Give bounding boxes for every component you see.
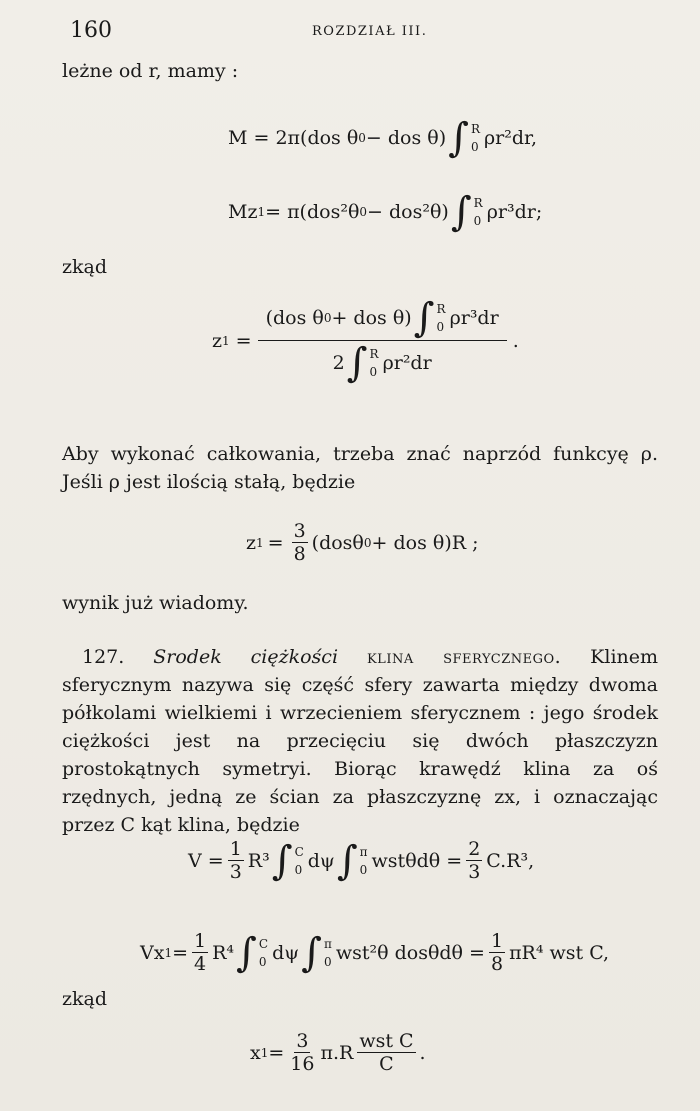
integral-sign: ∫ bbox=[413, 295, 435, 341]
eq3-sub: 1 bbox=[222, 333, 230, 348]
equals-sign: = bbox=[235, 329, 252, 352]
eq7-left: x bbox=[250, 1041, 261, 1064]
denominator: C bbox=[379, 1053, 394, 1075]
running-head: ROZDZIAŁ III. bbox=[312, 24, 428, 39]
eq2-sub: 1 bbox=[257, 205, 266, 219]
eq6-end: πR⁴ wst C, bbox=[509, 941, 610, 964]
text-line-1: leżne od r, mamy : bbox=[62, 60, 239, 82]
page-number: 160 bbox=[70, 18, 112, 43]
eq3-num: (dos θ bbox=[265, 307, 324, 329]
eq3-num2: + dos θ) bbox=[331, 307, 412, 329]
eq1-left: M = 2π(dos θ bbox=[228, 127, 359, 149]
equals-sign: = bbox=[267, 531, 284, 554]
paragraph-1: Aby wykonać całkowania, trzeba znać naprzód funkcyę ρ. Jeśli ρ jest ilością stałą, będzie bbox=[62, 443, 658, 493]
fraction-1-4 bbox=[192, 930, 208, 975]
integral-sign: ∫ bbox=[301, 929, 322, 976]
z1-fraction bbox=[258, 296, 507, 385]
eq4-right2: + dos θ)R ; bbox=[371, 531, 479, 554]
integral-sign: ∫ bbox=[346, 340, 368, 386]
paragraph-127 bbox=[62, 643, 658, 839]
eq4-right-sub: 0 bbox=[363, 535, 372, 550]
z1-numerator bbox=[258, 296, 507, 341]
eq7-end: . bbox=[419, 1041, 426, 1064]
lower-limit: 0 bbox=[258, 954, 267, 969]
text-zkad-2: zkąd bbox=[62, 988, 108, 1010]
eq3-den: 2 bbox=[332, 352, 345, 374]
eq1-integrand: ρr²dr, bbox=[484, 127, 538, 149]
numerator: 1 bbox=[490, 930, 504, 952]
eq4-left: z bbox=[246, 531, 257, 554]
equation-moment-m bbox=[228, 115, 538, 161]
eq6-sub: 1 bbox=[164, 945, 173, 960]
numerator: 3 bbox=[296, 1030, 309, 1052]
eq5-int1: dψ bbox=[307, 849, 335, 872]
fraction-1-8 bbox=[489, 930, 505, 975]
z1-denominator bbox=[325, 341, 440, 385]
eq2-mid: = π(dos²θ bbox=[265, 201, 360, 223]
eq2-left: Mz bbox=[228, 201, 258, 223]
upper-limit: C bbox=[258, 936, 269, 951]
eq4-right: (dosθ bbox=[311, 531, 364, 554]
denominator: 3 bbox=[229, 861, 242, 883]
denominator: 8 bbox=[293, 543, 306, 565]
equation-moment-mz bbox=[228, 189, 543, 235]
integral-limits bbox=[370, 345, 379, 381]
eq7-sub: 1 bbox=[260, 1045, 269, 1060]
upper-limit: R bbox=[436, 302, 446, 316]
section-number: 127. bbox=[82, 646, 125, 668]
period: . bbox=[512, 329, 519, 352]
eq1-sub: 0 bbox=[358, 131, 366, 145]
denominator: 3 bbox=[468, 861, 481, 883]
eq6-left: Vx bbox=[140, 941, 165, 964]
eq3-num-sub: 0 bbox=[323, 311, 332, 325]
upper-limit: C bbox=[294, 844, 304, 859]
integral-sign: ∫ bbox=[271, 837, 293, 884]
lower-limit: 0 bbox=[473, 214, 482, 228]
eq2-integrand: ρr³dr; bbox=[486, 201, 543, 223]
fraction-3-16 bbox=[288, 1030, 316, 1075]
eq1-mid: − dos θ) bbox=[365, 127, 447, 149]
denominator: 8 bbox=[490, 953, 504, 975]
eq5-left: V = bbox=[188, 849, 224, 872]
integral-sign: ∫ bbox=[450, 189, 472, 235]
eq6-int2: wst²θ dosθdθ = bbox=[335, 941, 485, 964]
upper-limit: R bbox=[470, 122, 481, 136]
eq6-eq: = bbox=[172, 941, 188, 964]
numerator: wst C bbox=[359, 1030, 414, 1052]
fraction-wstc-c bbox=[357, 1030, 415, 1075]
eq6-r: R⁴ bbox=[212, 941, 235, 964]
eq5-end: C.R³, bbox=[486, 849, 535, 872]
numerator: 1 bbox=[229, 838, 242, 860]
integral-sign: ∫ bbox=[336, 837, 358, 884]
paragraph-127-text: Klinem sferycznym nazywa się część sfery zawarta między dwoma półkolami wielkiemi i wrzecieniem sferycznem : jego środek ciężkości jest na przecięciu się dwóch płaszczyzn prostokątnych symetryi. Biorąc krawędź klina za oś rzędnych, jedną ze ścian za płaszczyznę zx, i oznaczając przez C kąt klina, będzie bbox=[62, 646, 659, 836]
equation-z1-fraction bbox=[212, 296, 519, 385]
eq4-sub: 1 bbox=[256, 535, 264, 550]
section-title-italic: Srodek ciężkości bbox=[153, 646, 339, 668]
integral-sign: ∫ bbox=[236, 929, 257, 976]
upper-limit: R bbox=[369, 347, 379, 361]
numerator: 1 bbox=[194, 930, 207, 952]
denominator: 16 bbox=[290, 1053, 315, 1075]
eq2-sub2: 0 bbox=[359, 205, 368, 219]
upper-limit: π bbox=[359, 844, 368, 859]
eq3-left: z bbox=[212, 329, 223, 352]
denominator: 4 bbox=[194, 953, 207, 975]
eq7-eq: = bbox=[268, 1041, 285, 1064]
lower-limit: 0 bbox=[323, 954, 332, 969]
eq5-int2: wstθdθ = bbox=[371, 849, 463, 872]
upper-limit: R bbox=[473, 196, 483, 210]
numerator: 3 bbox=[293, 520, 306, 542]
page-header bbox=[70, 18, 660, 48]
eq6-int1: dψ bbox=[272, 941, 300, 964]
lower-limit: 0 bbox=[470, 140, 479, 154]
text-wynik: wynik już wiadomy. bbox=[62, 592, 249, 614]
lower-limit: 0 bbox=[436, 320, 445, 334]
lower-limit: 0 bbox=[369, 365, 378, 379]
upper-limit: π bbox=[323, 936, 332, 951]
integral-limits bbox=[437, 300, 446, 336]
equation-vx1 bbox=[140, 930, 609, 975]
fraction-3-8 bbox=[292, 520, 308, 565]
integral-limits bbox=[295, 843, 304, 879]
equation-x1 bbox=[250, 1030, 426, 1075]
lower-limit: 0 bbox=[359, 862, 368, 877]
section-title-smallcaps: klina sferycznego. bbox=[366, 646, 562, 668]
equation-z1-result bbox=[246, 520, 478, 565]
integral-limits bbox=[360, 843, 368, 879]
integral-limits bbox=[471, 120, 480, 156]
numerator: 2 bbox=[468, 838, 481, 860]
eq5-r: R³ bbox=[247, 849, 270, 872]
eq3-den-int: ρr²dr bbox=[382, 352, 432, 374]
text-zkad-1: zkąd bbox=[62, 256, 108, 278]
eq7-mid: π.R bbox=[320, 1041, 354, 1064]
integral-sign: ∫ bbox=[448, 115, 469, 161]
integral-limits bbox=[324, 935, 332, 971]
integral-limits bbox=[474, 194, 483, 230]
fraction-2-3 bbox=[466, 838, 482, 883]
lower-limit: 0 bbox=[294, 862, 303, 877]
integral-limits bbox=[259, 935, 268, 971]
eq3-num-int: ρr³dr bbox=[449, 307, 499, 329]
eq2-mid2: − dos²θ) bbox=[367, 201, 449, 223]
fraction-1-3 bbox=[228, 838, 244, 883]
equation-volume bbox=[188, 838, 534, 883]
